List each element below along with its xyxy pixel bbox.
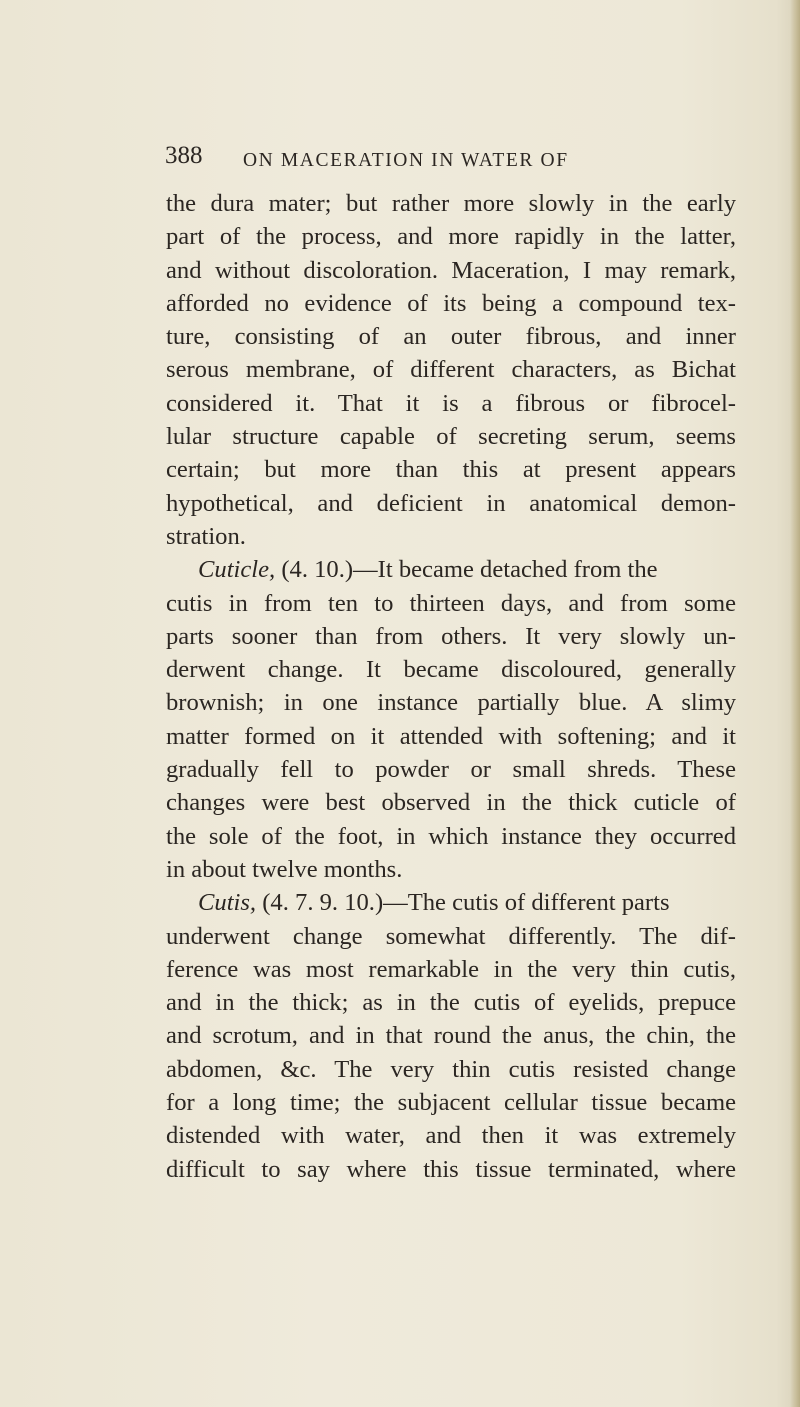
text-line: and in the thick; as in the cutis of eyelids, prepuce bbox=[166, 989, 736, 1017]
text-line: and without discoloration. Maceration, I may remark, bbox=[166, 256, 736, 284]
text-line: derwent change. It became discoloured, generally bbox=[166, 656, 736, 684]
text-line: underwent change somewhat differently. The dif- bbox=[166, 922, 736, 950]
text-line: matter formed on it attended with softening; and it bbox=[166, 722, 736, 750]
text-line: brownish; in one instance partially blue. A slimy bbox=[166, 689, 736, 717]
text-line: afforded no evidence of its being a compound tex- bbox=[166, 289, 736, 317]
text-line: part of the process, and more rapidly in the latter, bbox=[166, 223, 736, 251]
text-line: changes were best observed in the thick cuticle of bbox=[166, 789, 736, 817]
text-line: difficult to say where this tissue terminated, where bbox=[166, 1155, 736, 1183]
text-line: in about twelve months. bbox=[166, 855, 403, 883]
page-edge-shadow bbox=[790, 0, 800, 1407]
section-heading-cuticle: Cuticle, bbox=[198, 556, 276, 584]
text-line: considered it. That it is a fibrous or fibrocel- bbox=[166, 389, 736, 417]
text-line: ference was most remarkable in the very thin cutis, bbox=[166, 955, 736, 983]
running-title: ON MACERATION IN WATER OF bbox=[243, 150, 569, 171]
page-header bbox=[165, 142, 765, 178]
page-number: 388 bbox=[165, 142, 203, 169]
text-line: the dura mater; but rather more slowly in the early bbox=[166, 190, 736, 217]
paragraph-cutis-start bbox=[166, 886, 736, 919]
text-line: gradually fell to powder or small shreds. These bbox=[166, 756, 736, 784]
text-line: distended with water, and then it was extremely bbox=[166, 1122, 736, 1150]
text-line: ture, consisting of an outer fibrous, and inner bbox=[166, 323, 736, 351]
body-text bbox=[166, 187, 736, 1186]
paragraph-cuticle-start bbox=[166, 553, 736, 586]
text-line: hypothetical, and deficient in anatomical demon- bbox=[166, 489, 736, 517]
text-line: stration. bbox=[166, 522, 246, 550]
text-line: for a long time; the subjacent cellular tissue became bbox=[166, 1089, 736, 1117]
text-line: the sole of the foot, in which instance they occurred bbox=[166, 822, 736, 850]
text-line: and scrotum, and in that round the anus, the chin, the bbox=[166, 1022, 736, 1050]
text-line: certain; but more than this at present appears bbox=[166, 456, 736, 484]
text-line: cutis in from ten to thirteen days, and from some bbox=[166, 589, 736, 617]
text-line: parts sooner than from others. It very slowly un- bbox=[166, 622, 736, 650]
text-line: lular structure capable of secreting serum, seems bbox=[166, 423, 736, 451]
section-heading-cutis: Cutis, bbox=[198, 889, 257, 917]
text-run: (4. 10.)—It became detached from the bbox=[275, 556, 658, 584]
text-run: (4. 7. 9. 10.)—The cutis of different parts bbox=[256, 889, 670, 917]
text-line: abdomen, &c. The very thin cutis resisted change bbox=[166, 1055, 736, 1083]
text-line: serous membrane, of different characters, as Bichat bbox=[166, 356, 736, 384]
